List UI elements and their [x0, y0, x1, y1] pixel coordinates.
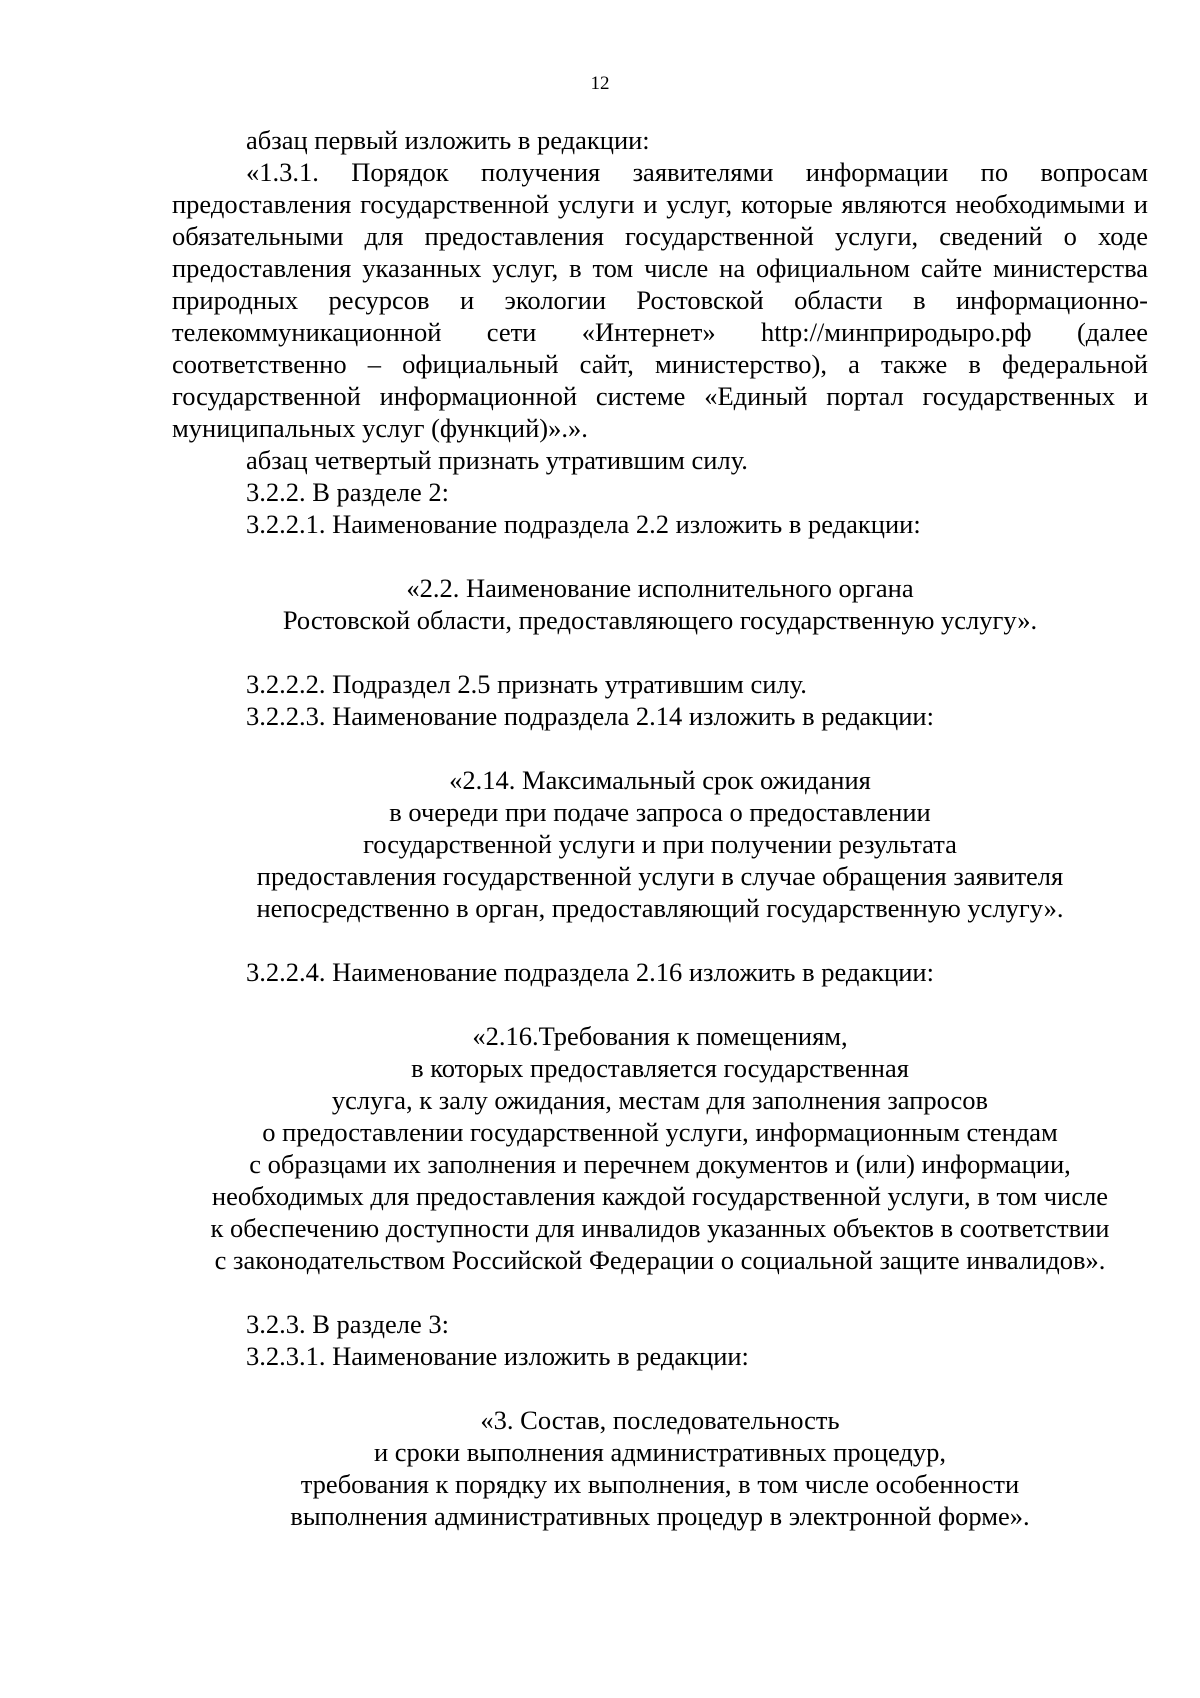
paragraph-repeal-fourth: абзац четвертый признать утратившим силу. [246, 445, 748, 475]
heading-line: выполнения административных процедур в электронной форме». [290, 1501, 1030, 1531]
paragraph-3-2-2-4: 3.2.2.4. Наименование подраздела 2.16 изложить в редакции: [246, 957, 934, 987]
heading-line: с образцами их заполнения и перечнем документов и (или) информации, [249, 1149, 1071, 1179]
page-number: 12 [590, 73, 610, 94]
heading-2-16 [172, 1020, 1148, 1276]
heading-line: и сроки выполнения административных процедур, [373, 1437, 947, 1467]
heading-line: в очереди при подаче запроса о предоставлении [389, 797, 931, 827]
heading-2-14 [172, 764, 1148, 924]
heading-line: к обеспечению доступности для инвалидов указанных объектов в соответствии [210, 1213, 1110, 1243]
heading-line: Ростовской области, предоставляющего государственную услугу». [282, 605, 1038, 635]
paragraph-amendment-intro: абзац первый изложить в редакции: [246, 125, 650, 155]
heading-section-3 [172, 1404, 1148, 1532]
heading-line: «2.2. Наименование исполнительного органа [406, 573, 914, 603]
document-body [172, 124, 1148, 1532]
paragraph-clause-1-3-1: «1.3.1. Порядок получения заявителями информации по вопросам предоставления государственной услуги и услуг, которые являются необходимыми и обязательными для предоставления государственной услуги, сведений о ходе предоставления указанных услуг, в том числе на официальном сайте министерства природных ресурсов и экологии Ростовской области в информационно-телекоммуникационной сети «Интернет» http://минприродыро.рф (далее соответственно – официальный сайт, министерство), а также в федеральной государственной информационной системе «Единый портал государственных и муниципальных услуг (функций)».». [172, 157, 1148, 443]
paragraph-3-2-2-1: 3.2.2.1. Наименование подраздела 2.2 изложить в редакции: [246, 509, 921, 539]
paragraph-3-2-3: 3.2.3. В разделе 3: [246, 1309, 450, 1339]
heading-line: требования к порядку их выполнения, в том числе особенности [300, 1469, 1020, 1499]
heading-line: государственной услуги и при получении результата [363, 829, 957, 859]
heading-line: непосредственно в орган, предоставляющий государственную услугу». [256, 893, 1064, 923]
heading-line: «3. Состав, последовательность [480, 1405, 840, 1435]
heading-line: с законодательством Российской Федерации о социальной защите инвалидов». [214, 1245, 1106, 1275]
heading-line: «2.14. Максимальный срок ожидания [449, 765, 871, 795]
heading-line: услуга, к залу ожидания, местам для заполнения запросов [331, 1085, 989, 1115]
paragraph-3-2-3-1: 3.2.3.1. Наименование изложить в редакции: [246, 1341, 749, 1371]
heading-line: о предоставлении государственной услуги, информационным стендам [262, 1117, 1058, 1147]
heading-line: «2.16.Требования к помещениям, [472, 1021, 848, 1051]
heading-line: предоставления государственной услуги в случае обращения заявителя [256, 861, 1064, 891]
heading-line: необходимых для предоставления каждой государственной услуги, в том числе [211, 1181, 1109, 1211]
paragraph-3-2-2-2: 3.2.2.2. Подраздел 2.5 признать утратившим силу. [246, 669, 807, 699]
paragraph-3-2-2-3: 3.2.2.3. Наименование подраздела 2.14 изложить в редакции: [246, 701, 934, 731]
heading-line: в которых предоставляется государственная [411, 1053, 909, 1083]
heading-2-2 [172, 572, 1148, 636]
paragraph-3-2-2: 3.2.2. В разделе 2: [246, 477, 450, 507]
